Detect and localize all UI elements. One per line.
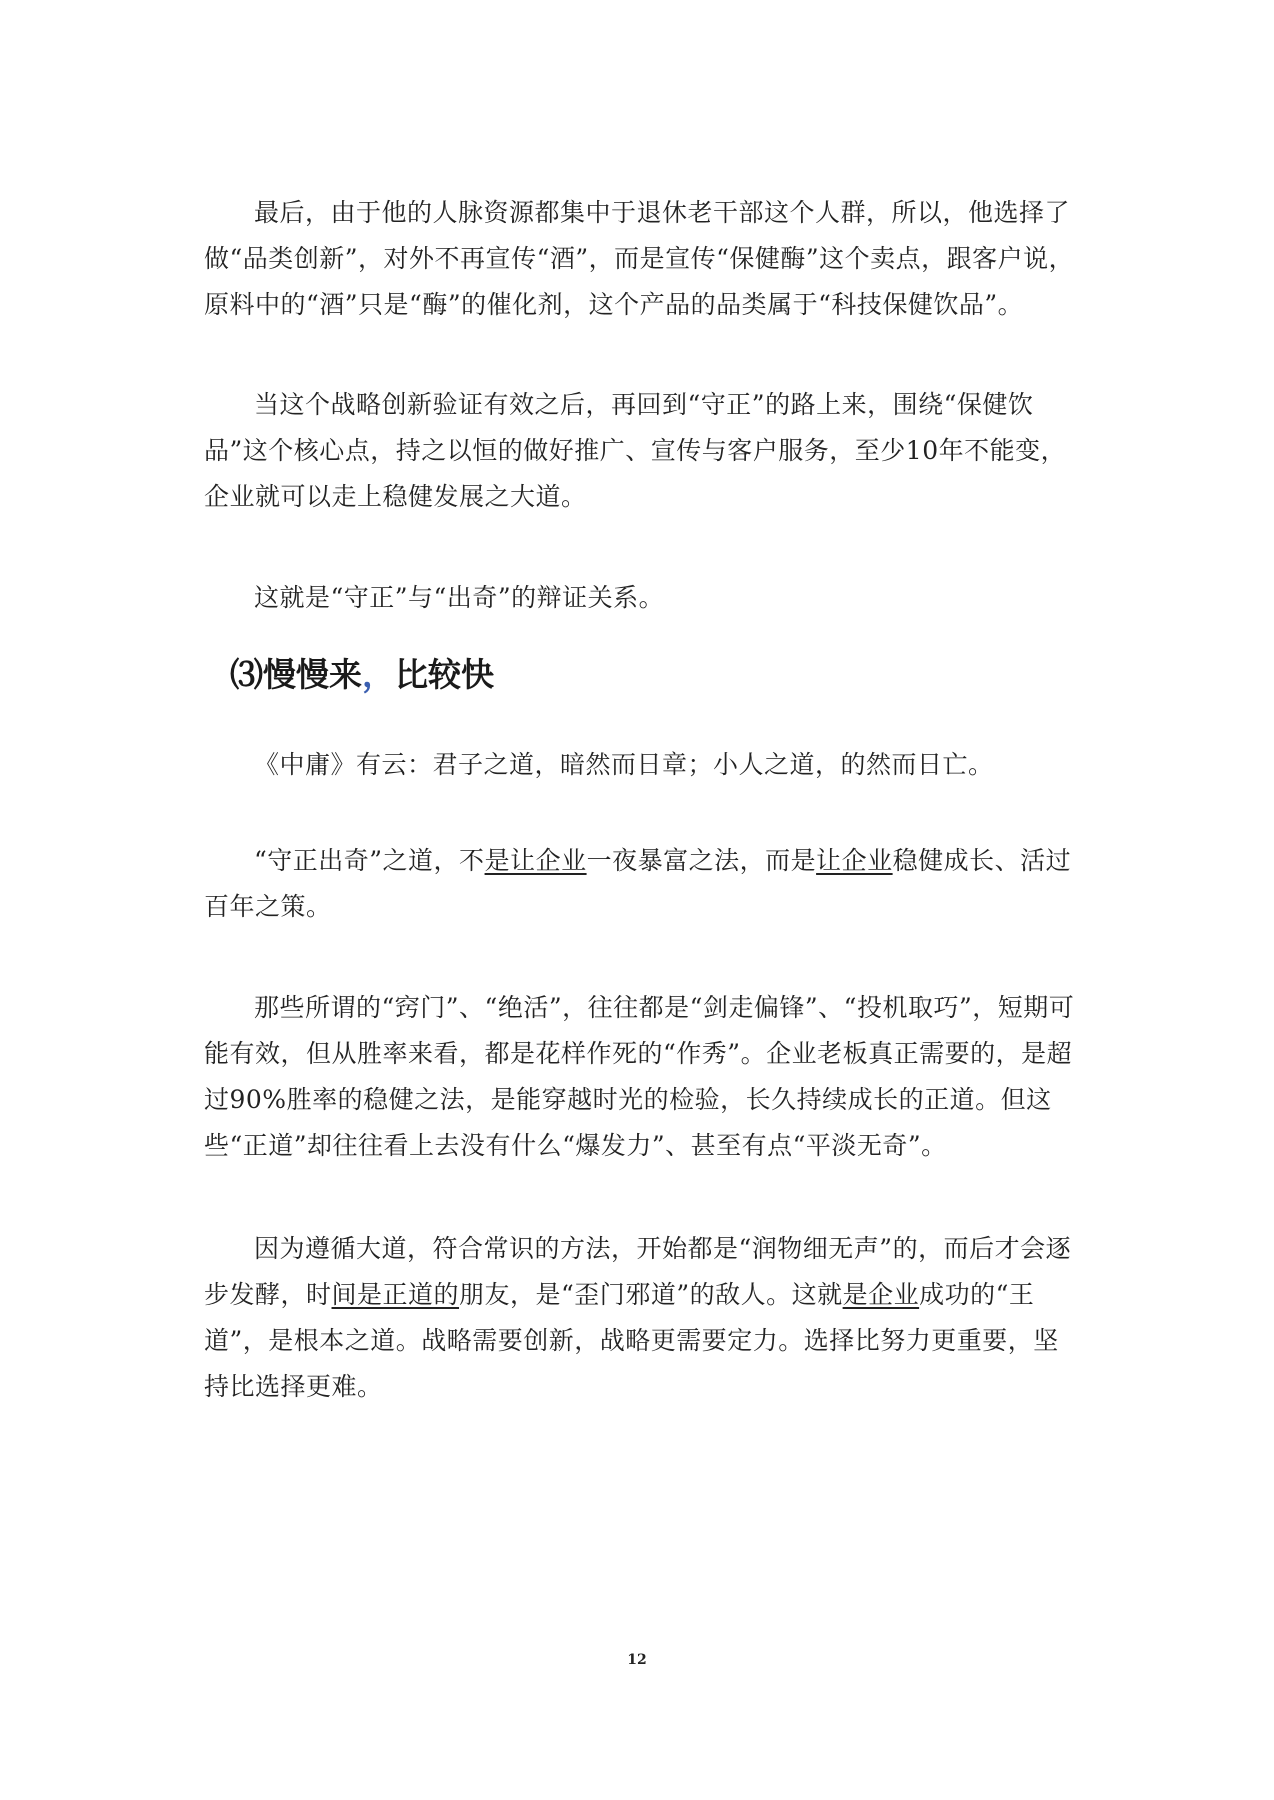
paragraph-return-to-orthodoxy: 当这个战略创新验证有效之后，再回到“守正”的路上来，围绕“保健饮品”这个核心点，持之以恒的做好推广、宣传与客户服务，至少10年不能变，企业就可以走上稳健发展之大道。 xyxy=(204,390,1067,511)
heading-rest: 比较快 xyxy=(395,655,494,694)
text-run: 一夜暴富之法，而是 xyxy=(586,846,817,875)
paragraph-follow-the-way xyxy=(204,1226,1084,1410)
section-heading xyxy=(230,650,494,700)
underlined-phrase: 间是正道的 xyxy=(331,1280,460,1309)
underlined-phrase: 让企业 xyxy=(816,846,893,875)
paragraph-category-innovation: 最后，由于他的人脉资源都集中于退休老干部这个人群，所以，他选择了做“品类创新”，对外不再宣传“酒”，而是宣传“保健酶”这个卖点，跟客户说，原料中的“酒”只是“酶”的催化剂，这个产品的品类属于“科技保健饮品”。 xyxy=(204,198,1075,319)
paragraph-dialectic-relation: 这就是“守正”与“出奇”的辩证关系。 xyxy=(254,583,665,612)
text-run: 因为遵循大道，符合常识的方法，开始都是“润物细无声”的，而后才会逐步发酵，时 xyxy=(204,1234,1072,1309)
heading-comma: ， xyxy=(362,655,395,694)
text-run: “守正出奇”之道，不 xyxy=(254,846,485,875)
underlined-phrase: 是企业 xyxy=(842,1280,920,1309)
paragraph-zhongyong-quote: 《中庸》有云：君子之道，暗然而日章；小人之道，的然而日亡。 xyxy=(254,750,994,779)
paragraph-tricks-vs-right-way: 那些所谓的“窍门”、“绝活”，往往都是“剑走偏锋”、“投机取巧”，短期可能有效，但从胜率来看，都是花样作死的“作秀”。企业老板真正需要的，是超过90%胜率的稳健之法，是能穿越时光的检验，长久持续成长的正道。但这些“正道”却往往看上去没有什么“爆发力”、甚至有点“平淡无奇”。 xyxy=(204,993,1075,1160)
underlined-phrase: 是让企业 xyxy=(484,846,587,875)
text-run: 朋友，是“歪门邪道”的敌人。这就 xyxy=(459,1280,843,1309)
paragraph-shouzheng-chuqi xyxy=(204,838,1084,930)
heading-text: ⑶慢慢来 xyxy=(230,655,362,694)
text-run: 成功的“王道”，是根本之道。战略需要创新，战略更需要定力。选择比努力更重要，坚持比选择更难。 xyxy=(204,1280,1059,1401)
text-run: 稳健成长、活过百年之策。 xyxy=(204,846,1072,921)
page-number: 12 xyxy=(627,1652,647,1668)
